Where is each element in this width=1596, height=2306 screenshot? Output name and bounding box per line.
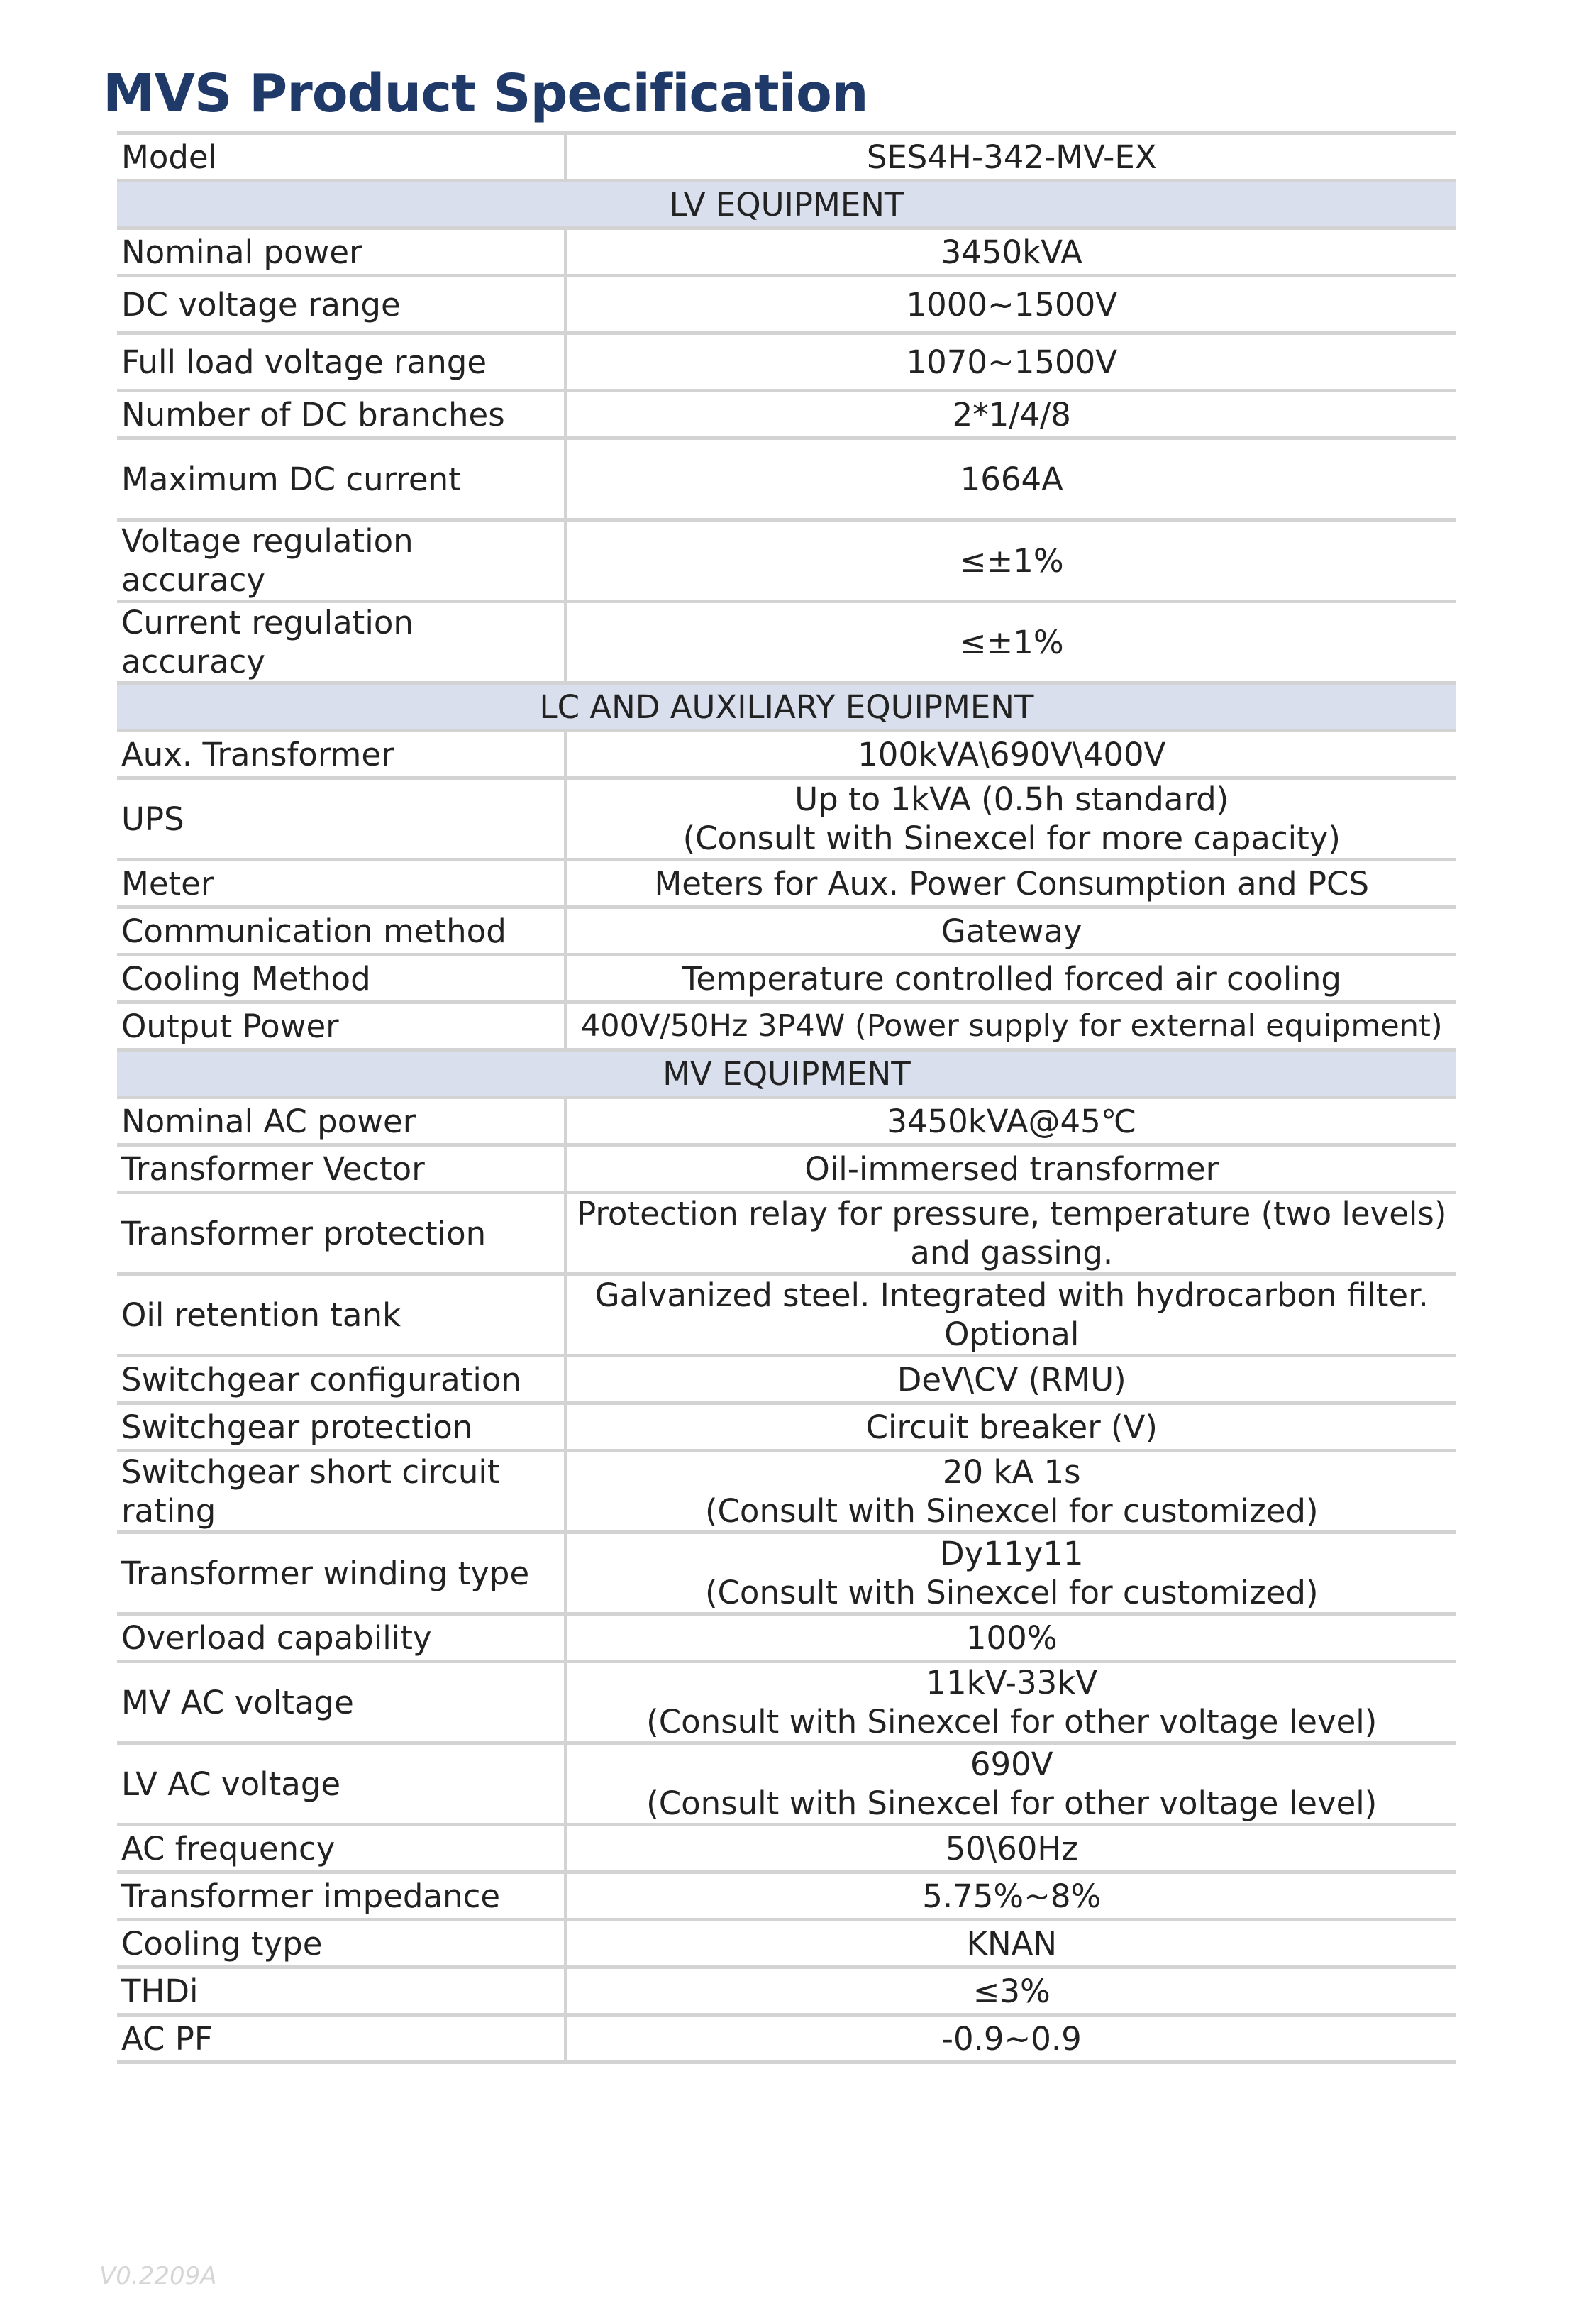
section-heading: MV EQUIPMENT [117,1050,1456,1098]
table-row [117,520,1456,602]
row-label: MV AC voltage [117,1662,565,1743]
table-row [117,955,1456,1003]
table-row [117,1098,1456,1145]
table-row [117,731,1456,778]
row-label: UPS [117,778,565,860]
row-label: Model [117,133,565,181]
table-row [117,1533,1456,1614]
section-header-mv [117,1050,1456,1098]
row-label: Output Power [117,1003,565,1050]
row-label: THDi [117,1968,565,2015]
row-label: Overload capability [117,1614,565,1662]
row-label: Nominal power [117,228,565,276]
table-row [117,438,1456,520]
row-label: Voltage regulation accuracy [117,520,565,602]
table-row [117,2015,1456,2063]
table-row [117,1743,1456,1825]
table-row [117,1193,1456,1274]
row-label: Switchgear protection [117,1403,565,1451]
row-value: SES4H-342-MV-EX [565,133,1456,181]
row-value: 1070~1500V [565,333,1456,391]
table-row [117,1872,1456,1920]
table-row [117,228,1456,276]
row-label: Maximum DC current [117,438,565,520]
row-value: KNAN [565,1920,1456,1968]
row-value: 50\60Hz [565,1825,1456,1872]
row-value: 11kV-33kV (Consult with Sinexcel for other voltage level) [565,1662,1456,1743]
section-heading: LV EQUIPMENT [117,181,1456,228]
row-label: AC frequency [117,1825,565,1872]
table-row [117,276,1456,333]
row-value: 1664A [565,438,1456,520]
row-label: Switchgear configuration [117,1356,565,1403]
row-value: Oil-immersed transformer [565,1145,1456,1193]
table-row [117,1614,1456,1662]
table-row [117,1003,1456,1050]
row-label: AC PF [117,2015,565,2063]
row-value: 1000~1500V [565,276,1456,333]
row-value: 100kVA\690V\400V [565,731,1456,778]
row-label: Oil retention tank [117,1274,565,1356]
table-row [117,1274,1456,1356]
table-row [117,1403,1456,1451]
row-label: Number of DC branches [117,391,565,438]
row-value: 100% [565,1614,1456,1662]
row-label: Full load voltage range [117,333,565,391]
row-value: Meters for Aux. Power Consumption and PCS [565,860,1456,907]
table-row [117,391,1456,438]
section-heading: LC AND AUXILIARY EQUIPMENT [117,683,1456,731]
row-value: Dy11y11 (Consult with Sinexcel for customized) [565,1533,1456,1614]
table-row [117,860,1456,907]
row-value: 2*1/4/8 [565,391,1456,438]
row-value: Galvanized steel. Integrated with hydrocarbon filter. Optional [565,1274,1456,1356]
row-label: Communication method [117,907,565,955]
row-label: Meter [117,860,565,907]
row-value: 400V/50Hz 3P4W (Power supply for external equipment) [565,1003,1456,1050]
table-row [117,1968,1456,2015]
row-value: -0.9~0.9 [565,2015,1456,2063]
row-label: Transformer winding type [117,1533,565,1614]
row-value: 5.75%~8% [565,1872,1456,1920]
row-value: ≤3% [565,1968,1456,2015]
spec-table [117,131,1456,2064]
table-row [117,333,1456,391]
row-label: Cooling type [117,1920,565,1968]
table-row [117,1451,1456,1533]
table-row [117,907,1456,955]
row-label: Switchgear short circuit rating [117,1451,565,1533]
row-value: 3450kVA [565,228,1456,276]
row-label: LV AC voltage [117,1743,565,1825]
version-label: V0.2209A [99,2262,217,2290]
row-label: Aux. Transformer [117,731,565,778]
section-header-lc [117,683,1456,731]
table-row [117,1825,1456,1872]
table-row [117,778,1456,860]
spec-table-body [117,133,1456,2063]
row-value: 20 kA 1s (Consult with Sinexcel for customized) [565,1451,1456,1533]
table-row [117,1145,1456,1193]
table-row-model [117,133,1456,181]
row-label: Cooling Method [117,955,565,1003]
section-header-lv [117,181,1456,228]
table-row [117,1920,1456,1968]
row-value: ≤±1% [565,520,1456,602]
row-label: Nominal AC power [117,1098,565,1145]
row-label: Transformer Vector [117,1145,565,1193]
row-value: Up to 1kVA (0.5h standard) (Consult with Sinexcel for more capacity) [565,778,1456,860]
page-title: MVS Product Specification [103,63,868,124]
table-row [117,1356,1456,1403]
table-row [117,1662,1456,1743]
table-row [117,602,1456,683]
row-value: DeV\CV (RMU) [565,1356,1456,1403]
row-label: Transformer protection [117,1193,565,1274]
row-label: DC voltage range [117,276,565,333]
row-value: ≤±1% [565,602,1456,683]
row-value: Protection relay for pressure, temperature (two levels) and gassing. [565,1193,1456,1274]
row-label: Transformer impedance [117,1872,565,1920]
row-value: Gateway [565,907,1456,955]
row-label: Current regulation accuracy [117,602,565,683]
row-value: 690V (Consult with Sinexcel for other voltage level) [565,1743,1456,1825]
row-value: Temperature controlled forced air cooling [565,955,1456,1003]
row-value: Circuit breaker (V) [565,1403,1456,1451]
row-value: 3450kVA@45℃ [565,1098,1456,1145]
